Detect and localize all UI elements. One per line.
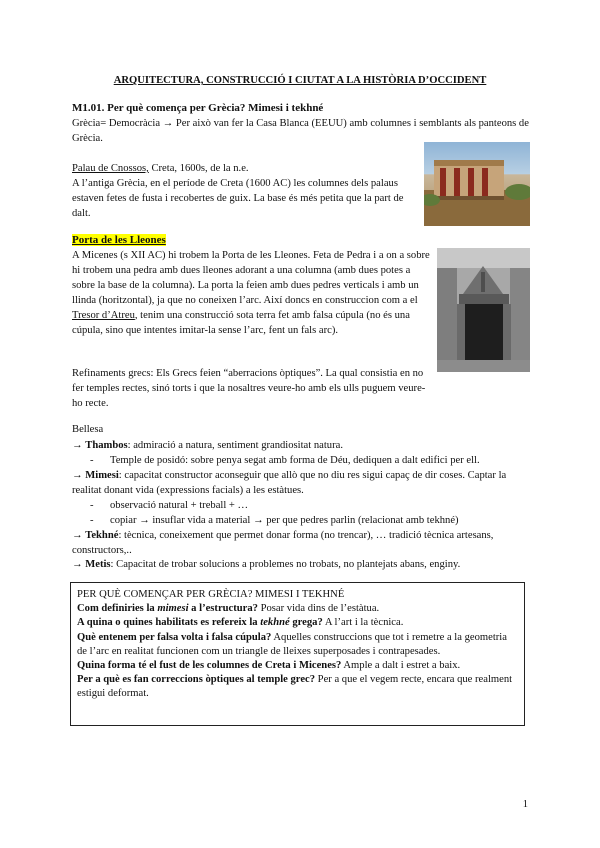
- porta-paragraph: [72, 248, 434, 338]
- lion-gate-photo: [437, 248, 530, 372]
- box-question-2: [77, 616, 518, 630]
- a2-text: A l’art i la tècnica.: [322, 617, 404, 629]
- mimesi-item: [72, 468, 530, 498]
- arrow-icon: →: [72, 440, 83, 451]
- metis-text: : Capacitat de trobar solucions a problemes no trobats, no plantejats abans, enginy.: [110, 559, 461, 570]
- mimesi-subitem-1: [90, 498, 530, 513]
- thambos-text: : admiració a natura, sentiment grandiositat natura.: [127, 440, 343, 451]
- q2-text-a: A quina o quines habilitats es refereix la: [77, 617, 261, 629]
- q1-term: mimesi: [157, 603, 189, 615]
- a3-text: Aquelles construccions que tot i remetre a la geometria de l’arc en realitat funcionen com un triangle de lleixes superposades i contrapesades.: [77, 631, 507, 657]
- tekhne-text: : tècnica, coneixement que permet donar forma (no trencar), … tradició tècnica artesans, constructors,..: [72, 530, 494, 556]
- tresor-link: Tresor d’Atreu: [72, 310, 135, 321]
- mimesi-sub2-text: copiar → insuflar vida a material → per que pedres parlin (relacionat amb tekhné): [110, 515, 459, 526]
- box-question-3: [77, 631, 518, 659]
- thambos-item: [72, 438, 530, 453]
- dash-bullet: -: [90, 515, 94, 526]
- q5-text: Per a què es fan correccions òptiques al temple grec?: [77, 674, 316, 686]
- q1-text-b: a l’estructura?: [188, 603, 258, 615]
- arrow-icon: →: [72, 470, 83, 481]
- knossos-photo: [424, 142, 530, 226]
- mimesi-sub1-text: observació natural + treball + …: [110, 500, 249, 511]
- palau-heading-link: Palau de Cnossos,: [72, 163, 149, 174]
- mimesi-text: : capacitat constructor aconseguir que allò que no diu res sigui capaç de dir coses. Captar la realitat donant vida (expressions facials) a les estàtues.: [72, 470, 507, 496]
- metis-term: Metis: [85, 559, 111, 570]
- dash-bullet: -: [90, 455, 94, 466]
- box-question-5: [77, 673, 518, 701]
- arrow-icon: →: [72, 559, 83, 570]
- refinaments-paragraph: Refinaments grecs: Els Grecs feien “aberracions òptiques”. La qual consistia en no fer temples rectes, sinó torts i que la nosaltres veure-ho amb els ulls puguem veure-ho recte.: [72, 368, 426, 409]
- thambos-sub-text: Temple de posidó: sobre penya segat amb forma de Déu, dediquen a dalt edifici per ell.: [110, 455, 480, 466]
- q1-text-a: Com definiries la: [77, 603, 158, 615]
- section-heading: M1.01. Per què comença per Grècia? Mimesi i tekhné: [72, 102, 324, 114]
- arrow-icon: →: [72, 530, 83, 541]
- tekhne-term: Tekhné: [85, 530, 119, 541]
- page-title: ARQUITECTURA, CONSTRUCCIÓ I CIUTAT A LA HISTÒRIA D’OCCIDENT: [113, 75, 487, 86]
- box-question-1: [77, 602, 518, 616]
- review-box: [70, 582, 525, 726]
- thambos-term: Thambos: [85, 440, 128, 451]
- palau-heading-rest: Creta, 1600s, de la n.e.: [148, 163, 249, 174]
- porta-heading: [72, 233, 502, 248]
- tekhne-item: [72, 528, 530, 558]
- q2-text-b: grega?: [289, 617, 323, 629]
- a5-text: Per a que el vegem recte, encara que realment estigui deformat.: [77, 674, 513, 700]
- box-question-4: [77, 659, 518, 673]
- porta-heading-label: Porta de les Lleones: [72, 234, 166, 246]
- metis-item: [72, 557, 530, 572]
- thambos-subitem: [90, 453, 530, 468]
- bellesa-heading: Bellesa: [72, 424, 104, 435]
- palau-heading: [72, 161, 412, 176]
- dash-bullet: -: [90, 500, 94, 511]
- q3-text: Què entenem per falsa volta i falsa cúpula?: [77, 631, 272, 643]
- intro-paragraph: Grècia= Democràcia → Per això van fer la Casa Blanca (EEUU) amb columnes i semblants als panteons de Grècia.: [72, 118, 529, 144]
- q4-text: Quina forma té el fust de les columnes de Creta i Micenes?: [77, 660, 342, 672]
- a1-text: Posar vida dins de l’estàtua.: [257, 603, 380, 615]
- a4-text: Ample a dalt i estret a baix.: [341, 660, 461, 672]
- porta-text-b: , tenim una construcció sota terra fet amb falsa cúpula (no és una cúpula, sino que intentes imitar-la sense l’arc, fent un fals arc).: [72, 310, 410, 336]
- palau-paragraph: A l’antiga Grècia, en el període de Creta (1600 AC) les columnes dels palaus estaven fetes de fusta i recobertes de guix. La base és més petita que la part de dalt.: [72, 178, 404, 219]
- box-heading: PER QUÈ COMENÇAR PER GRÈCIA? MIMESI I TEKHNÉ: [77, 589, 345, 600]
- porta-text-a: A Micenes (s XII AC) hi trobem la Porta de les Lleones. Feta de Pedra i a on a sobre hi trobem una pedra amb dues lleones adorant a una columna (amb dues potes a sobre la base de la columna). La porta la feien amb dues pedres verticals i amb un llinda (horitzontal), ja que no coneixen l’arc. Així doncs en construccion com a el: [72, 250, 430, 306]
- mimesi-term: Mimesi: [85, 470, 119, 481]
- page-number: 1: [522, 799, 528, 810]
- q2-term: tekhné: [260, 617, 290, 629]
- mimesi-subitem-2: [90, 513, 530, 528]
